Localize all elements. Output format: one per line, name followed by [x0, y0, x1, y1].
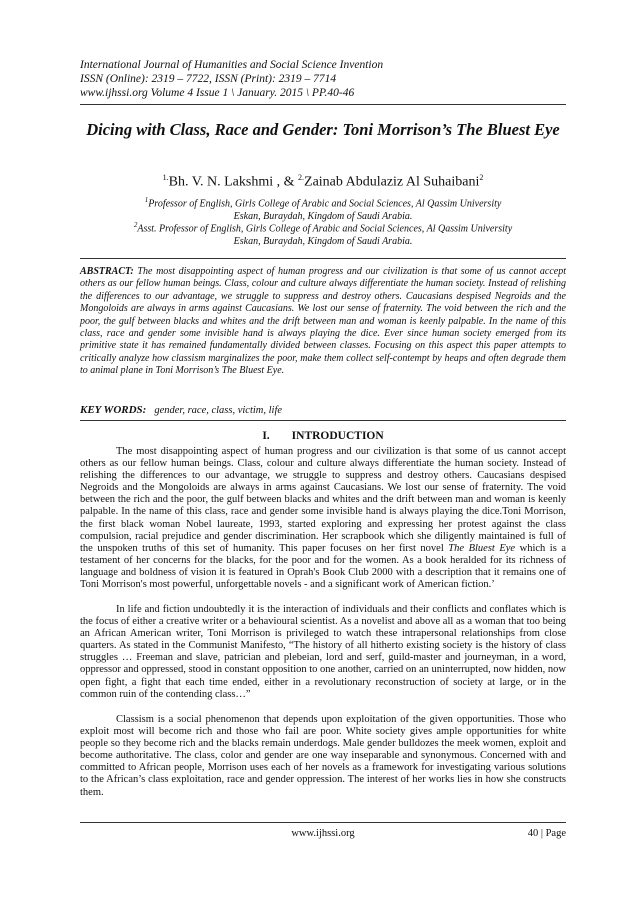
footer-url: www.ijhssi.org — [291, 828, 355, 839]
keywords — [80, 404, 282, 416]
author1-marker: 1. — [162, 173, 169, 182]
p3-text: Classism is a social phenomenon that depends upon exploitation of the given opportunities. Those who exploit most will become rich and those who fail are poor. White society gives ample opportunities for white people so they become rich and the blacks remain underdogs. Male gender bulldozes the meek women, exploit and become authoritative. The class, color and gender are one way inseparable and synonymous. Concerned with and committed to African people, Morrison uses each of her novels as a framework for investigating various solutions to the African’s class exploitation, race and gender oppression. The interest of her works lies in how she constructs them. — [80, 714, 566, 798]
aff1-marker: 1 — [144, 196, 149, 204]
abstract-rule — [80, 258, 566, 259]
title-book: The Bluest Eye — [456, 120, 560, 139]
section-heading — [80, 430, 566, 442]
journal-volume: www.ijhssi.org Volume 4 Issue 1 \ January. 2015 \ PP.40-46 — [80, 87, 355, 99]
aff2-marker: 2 — [133, 221, 138, 229]
section-title: INTRODUCTION — [291, 430, 384, 442]
p1-book-title: The Bluest Eye — [448, 542, 516, 554]
paper-title — [80, 120, 566, 140]
journal-header — [80, 58, 383, 100]
affiliation-2 — [80, 219, 566, 248]
abstract-text: The most disappointing aspect of human progress and our civilization is that some of us cannot accept others as our fellow human beings. Class, colour and culture always differentiate the human society. Instead of relishing the differences to our advantage, we struggle to suppress and destroy others. Caucasians despised Negroids and the Mongoloids are always in arms against Caucasians. We lost our sense of fraternity. The void between the rich and the poor, the gulf between blacks and whites and the drift between man and woman is keenly palpable. In the name of this class, race and gender some invisible hand is always playing the dice. Ever since human society emerged from its primitive state it has remained fundamentally divided between classes. Focusing on this aspect this paper attempts to critically analyze how classism marginalizes the poor, make them collect self-contempt by heaps and often degrade them to animal plane in Toni Morrison’s The Bluest Eye. — [80, 266, 567, 377]
p1-text-a: The most disappointing aspect of human progress and our civilization is that some of us cannot accept others as our fellow human beings. Class, colour and culture always differentiate the human society. Instead of relishing the differences to our advantage, we struggle to suppress and destroy others. Caucasians despised Negroids and the Mongoloids are always in arms against Caucasians. We lost our sense of fraternity. The void between the rich and the poor, the gulf between blacks and whites and the drift between man and woman is keenly palpable. In the name of this class, race and gender some invisible hand is always playing the dice.Toni Morrison, the first black woman Nobel laureate, 1993, started exploring and expressing her protest against the class compulsion, racial prejudice and gender discrimination. Her scrapbook which she diligently maintained is full of the unspoken truths of this set of humanity. This paper focuses on her first novel — [80, 446, 566, 554]
keywords-rule — [80, 420, 566, 421]
footer-rule — [80, 822, 566, 823]
aff1-line2: Eskan, Buraydah, Kingdom of Saudi Arabia. — [233, 210, 413, 222]
header-rule — [80, 104, 566, 105]
abstract-label: ABSTRACT: — [80, 266, 134, 277]
paragraph-2 — [80, 604, 566, 701]
journal-issn: ISSN (Online): 2319 – 7722, ISSN (Print): 2319 – 7714 — [80, 73, 337, 85]
author1-name: Bh. V. N. Lakshmi , & — [168, 174, 299, 190]
authors — [80, 173, 566, 191]
keywords-text: gender, race, class, victim, life — [154, 405, 283, 416]
abstract — [80, 266, 566, 378]
paragraph-3 — [80, 714, 566, 799]
aff1-line1: Professor of English, Girls College of Arabic and Social Sciences, Al Qassim University — [148, 198, 502, 210]
p1-text-b: which is a testament of her concerns for the blacks, for the poor and for the women. As a book heralded for its richness of language and boldness of vision it is featured in Oprah's Book Club 2000 with a description that it remains one of Toni Morrison's most powerful, unforgettable novels - and a significant work of American fiction.’ — [80, 542, 567, 591]
keywords-label: KEY WORDS: — [80, 404, 147, 416]
page-number: 40 | Page — [527, 828, 566, 839]
journal-name: International Journal of Humanities and Social Science Invention — [80, 59, 384, 71]
aff2-line1: Asst. Professor of English, Girls College of Arabic and Social Sciences, Al Qassim University — [137, 223, 513, 235]
p2-text: In life and fiction undoubtedly it is the interaction of individuals and their conflicts and conflates which is the focus of either a creative writer or a behavioural scientist. As a novelist and above all as a woman that too being an African American writer, Toni Morrison is privileged to watch these intrapersonal relationships from close quarters. As stated in the Communist Manifesto, “The history of all hitherto existing society is the history of class struggles … Freeman and slave, patrician and plebeian, lord and serf, guild-master and journeyman, in a word, oppressor and oppressed, stood in constant opposition to one another, carried on an uninterrupted, now hidden, now open fight, a fight that each time ended, either in a revolutionary reconstruction of society at large, or in the common ruin of the contending class…” — [80, 604, 566, 700]
author2-marker: 2. — [298, 173, 305, 182]
aff2-line2: Eskan, Buraydah, Kingdom of Saudi Arabia. — [233, 235, 413, 247]
author2-marker-end: 2 — [479, 173, 484, 182]
section-number: I. — [262, 430, 270, 442]
author2-name: Zainab Abdulaziz Al Suhaibani — [304, 174, 480, 190]
title-main: Dicing with Class, Race and Gender: Toni Morrison’s — [86, 120, 457, 139]
paragraph-1 — [80, 446, 566, 591]
